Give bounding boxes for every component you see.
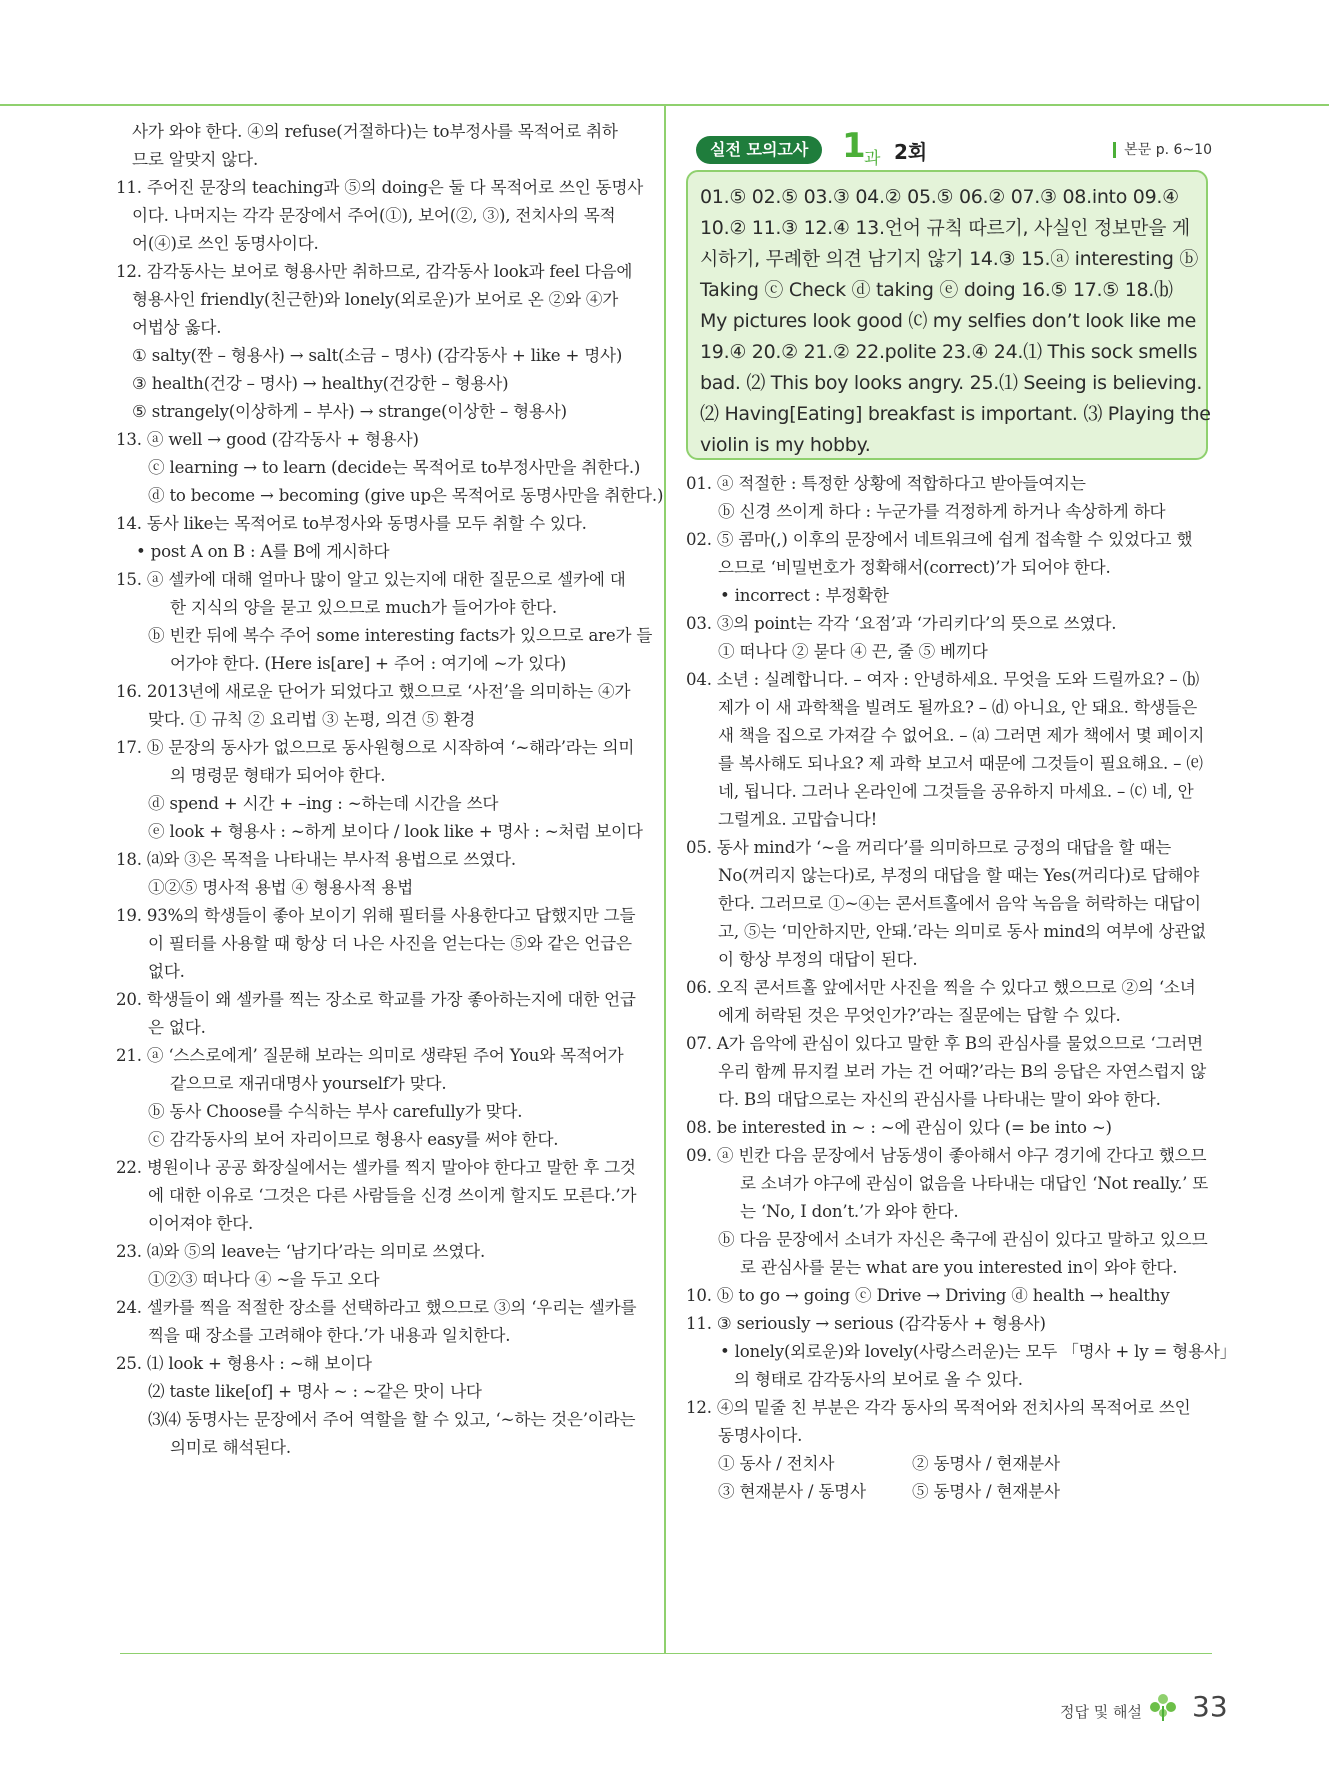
answer-key-line: Taking ⓒ Check ⓓ taking ⓔ doing 16.⑤ 17.⑤ 18.⒝ xyxy=(700,279,1173,301)
item-13: 13. ⓐ well → good (감각동사 + 형용사) xyxy=(116,430,419,449)
text-line: No(꺼리지 않는다)로, 부정의 대답을 할 때는 Yes(꺼리다)로 답해야 xyxy=(718,866,1200,885)
text-line: 찍을 때 장소를 고려해야 한다.’가 내용과 일치한다. xyxy=(148,1326,511,1345)
item-22: 22. 병원이나 공공 화장실에서는 셀카를 찍지 말아야 한다고 말한 후 그것 xyxy=(116,1158,636,1177)
answer-key-line: 19.④ 20.② 21.② 22.polite 23.④ 24.⑴ This sock smells xyxy=(700,341,1198,363)
text-line: 없다. xyxy=(148,962,185,981)
text-line: 이 필터를 사용할 때 항상 더 나은 사진을 얻는다는 ⑤와 같은 언급은 xyxy=(148,934,632,953)
item-14: 14. 동사 like는 목적어로 to부정사와 동명사를 모두 취할 수 있다. xyxy=(116,514,587,533)
test-number: 2회 xyxy=(894,140,928,164)
text-line: ⓑ 동사 Choose를 수식하는 부사 carefully가 맞다. xyxy=(148,1102,523,1121)
text-line: 고, ⑤는 ‘미안하지만, 안돼.’라는 의미로 동사 mind의 여부에 상관없 xyxy=(718,922,1206,941)
item-18: 18. ⒜와 ③은 목적을 나타내는 부사적 용법으로 쓰였다. xyxy=(116,850,516,869)
text-line: 의 명령문 형태가 되어야 한다. xyxy=(170,766,386,785)
item-02: 02. ⑤ 콤마(,) 이후의 문장에서 네트워크에 쉽게 접속할 수 있었다고 했 xyxy=(686,530,1193,549)
text-line: 어법상 옳다. xyxy=(132,318,222,337)
text-line: 그럴게요. 고맙습니다! xyxy=(718,810,878,829)
text-line: 맞다. ① 규칙 ② 요리법 ③ 논평, 의견 ⑤ 환경 xyxy=(148,710,476,729)
text-line: ⑤ strangely(이상하게 – 부사) → strange(이상한 – 형용사) xyxy=(132,402,567,421)
text-line: ⑶⑷ 동명사는 문장에서 주어 역할을 할 수 있고, ‘~하는 것은’이라는 xyxy=(148,1410,636,1429)
item-12: 12. 감각동사는 보어로 형용사만 취하므로, 감각동사 look과 feel 다음에 xyxy=(116,262,633,281)
item-07: 07. A가 음악에 관심이 있다고 말한 후 B의 관심사를 물었으므로 ‘그러면 xyxy=(686,1034,1203,1053)
text-line: • incorrect : 부정확한 xyxy=(720,586,889,605)
text-line: ⓒ 감각동사의 보어 자리이므로 형용사 easy를 써야 한다. xyxy=(148,1130,559,1149)
text-line: ⓒ learning → to learn (decide는 목적어로 to부정사만을 취한다.) xyxy=(148,458,641,477)
item-09: 09. ⓐ 빈칸 다음 문장에서 남동생이 좋아해서 야구 경기에 간다고 했으므 xyxy=(686,1146,1207,1165)
footer-label: 정답 및 해설 xyxy=(1060,1703,1142,1721)
answer-key-line: ⑵ Having[Eating] breakfast is important. ⑶ Playing the xyxy=(700,403,1211,425)
item-05: 05. 동사 mind가 ‘~을 꺼리다’를 의미하므로 긍정의 대답을 할 때는 xyxy=(686,838,1172,857)
text-line: ① 떠나다 ② 묻다 ④ 끈, 줄 ⑤ 베끼다 xyxy=(718,642,988,661)
text-line: 네, 됩니다. 그러나 온라인에 그것들을 공유하지 마세요. – ⒞ 네, 안 xyxy=(718,782,1194,801)
text-line: 형용사인 friendly(친근한)와 lonely(외로운)가 보어로 온 ②와 ④가 xyxy=(132,290,619,309)
text-line: ①②⑤ 명사적 용법 ④ 형용사적 용법 xyxy=(148,878,414,897)
answer-key-line: My pictures look good ⒞ my selfies don’t look like me xyxy=(700,310,1196,332)
text-line: 의 형태로 감각동사의 보어로 올 수 있다. xyxy=(734,1370,1023,1389)
unit-number: 1 xyxy=(842,126,866,166)
item-12: 12. ④의 밑줄 친 부분은 각각 동사의 목적어와 전치사의 목적어로 쓰인 xyxy=(686,1398,1191,1417)
text-line: 이 항상 부정의 대답이 된다. xyxy=(718,950,918,969)
item-19: 19. 93%의 학생들이 좋아 보이기 위해 필터를 사용한다고 답했지만 그들 xyxy=(116,906,636,925)
unit-suffix: 과 xyxy=(864,149,881,169)
bottom-rule xyxy=(120,1653,1212,1654)
option-pair: ② 동명사 / 현재분사 xyxy=(912,1454,1060,1473)
item-08: 08. be interested in ~ : ~에 관심이 있다 (= be into ~) xyxy=(686,1118,1112,1137)
text-line: 로 소녀가 야구에 관심이 없음을 나타내는 대답인 ‘Not really.’ 또 xyxy=(740,1174,1209,1193)
text-line: 은 없다. xyxy=(148,1018,206,1037)
text-line: ⓓ spend + 시간 + –ing : ~하는데 시간을 쓰다 xyxy=(148,794,499,813)
option-pair: ① 동사 / 전치사 xyxy=(718,1454,835,1473)
item-24: 24. 셀카를 찍을 적절한 장소를 선택하라고 했으므로 ③의 ‘우리는 셀카를 xyxy=(116,1298,637,1317)
text-line: • lonely(외로운)와 lovely(사랑스러운)는 모두 「명사 + ly = 형용사」 xyxy=(720,1342,1237,1361)
page-reference: 본문 p. 6~10 xyxy=(1113,142,1212,158)
item-17: 17. ⓑ 문장의 동사가 없으므로 동사원형으로 시작하여 ‘~해라’라는 의미 xyxy=(116,738,635,757)
item-11: 11. ③ seriously → serious (감각동사 + 형용사) xyxy=(686,1314,1046,1333)
text-line: 동명사이다. xyxy=(718,1426,803,1445)
text-line: ⓑ 빈칸 뒤에 복수 주어 some interesting facts가 있으므로 are가 들 xyxy=(148,626,653,645)
text-line: 로 관심사를 묻는 what are you interested in이 와야 한다. xyxy=(740,1258,1178,1277)
text-line: 같으므로 재귀대명사 yourself가 맞다. xyxy=(170,1074,447,1093)
item-16: 16. 2013년에 새로운 단어가 되었다고 했으므로 ‘사전’을 의미하는 ④가 xyxy=(116,682,631,701)
item-01: 01. ⓐ 적절한 : 특정한 상황에 적합하다고 받아들여지는 xyxy=(686,474,1086,493)
text-line: ⓑ 다음 문장에서 소녀가 자신은 축구에 관심이 있다고 말하고 있으므 xyxy=(718,1230,1208,1249)
text-line: 에게 허락된 것은 무엇인가?’라는 질문에는 답할 수 있다. xyxy=(718,1006,1121,1025)
answer-key-line: bad. ⑵ This boy looks angry. 25.⑴ Seeing is believing. xyxy=(700,372,1203,394)
text-line: ③ health(건강 – 명사) → healthy(건강한 – 형용사) xyxy=(132,374,509,393)
text-line: 으므로 ‘비밀번호가 정확해서(correct)’가 되어야 한다. xyxy=(718,558,1111,577)
text-line: 우리 함께 뮤지컬 보러 가는 건 어때?’라는 B의 응답은 자연스럽지 않 xyxy=(718,1062,1207,1081)
answer-key-box xyxy=(686,170,1211,460)
text-line: 다. B의 대답으로는 자신의 관심사를 나타내는 말이 와야 한다. xyxy=(718,1090,1161,1109)
text-line: 새 책을 집으로 가져갈 수 없어요. – ⒜ 그러면 제가 책에서 몇 페이지 xyxy=(718,726,1205,745)
text-line: ⓓ to become → becoming (give up은 목적어로 동명사만을 취한다.) xyxy=(148,486,664,505)
item-23: 23. ⒜와 ⑤의 leave는 ‘남기다’라는 의미로 쓰였다. xyxy=(116,1242,486,1261)
answer-key-line: 시하기, 무례한 의견 남기지 않기 14.③ 15.ⓐ interesting ⓑ xyxy=(700,248,1199,270)
column-divider xyxy=(664,104,666,1654)
text-line: 는 ‘No, I don’t.’가 와야 한다. xyxy=(740,1202,959,1221)
text-line: ① salty(짠 – 형용사) → salt(소금 – 명사) (감각동사 + like + 명사) xyxy=(132,346,623,365)
item-21: 21. ⓐ ‘스스로에게’ 질문해 보라는 의미로 생략된 주어 You와 목적어가 xyxy=(116,1046,624,1065)
text-line: ⓔ look + 형용사 : ~하게 보이다 / look like + 명사 : ~처럼 보이다 xyxy=(148,822,643,841)
item-03: 03. ③의 point는 각각 ‘요점’과 ‘가리키다’의 뜻으로 쓰였다. xyxy=(686,614,1117,633)
item-25: 25. ⑴ look + 형용사 : ~해 보이다 xyxy=(116,1354,372,1373)
text-line: 이다. 나머지는 각각 문장에서 주어(①), 보어(②, ③), 전치사의 목적 xyxy=(132,206,616,225)
text-line: 므로 알맞지 않다. xyxy=(132,150,259,169)
page-number: 33 xyxy=(1192,1690,1228,1723)
text-line: ①②③ 떠나다 ④ ~을 두고 오다 xyxy=(148,1270,380,1289)
text-line: 를 복사해도 되나요? 제 과학 보고서 때문에 그것들이 필요해요. – ⒠ xyxy=(718,754,1203,773)
text-line: ⑵ taste like[of] + 명사 ~ : ~같은 맛이 나다 xyxy=(148,1382,482,1401)
section-header xyxy=(686,126,1212,170)
option-pair: ③ 현재분사 / 동명사 xyxy=(718,1482,866,1501)
item-15: 15. ⓐ 셀카에 대해 얼마나 많이 알고 있는지에 대한 질문으로 셀카에 대 xyxy=(116,570,626,589)
text-line: • post A on B : A를 B에 게시하다 xyxy=(136,542,390,561)
text-line: 한 지식의 양을 묻고 있으므로 much가 들어가야 한다. xyxy=(170,598,557,617)
text-line: 한다. 그러므로 ①~④는 콘서트홀에서 음악 녹음을 허락하는 대답이 xyxy=(718,894,1201,913)
leaf-icon xyxy=(1148,1692,1178,1722)
text-line: 어가야 한다. (Here is[are] + 주어 : 여기에 ~가 있다) xyxy=(170,654,567,673)
text-line: 의미로 해석된다. xyxy=(170,1438,291,1457)
item-10: 10. ⓑ to go → going ⓒ Drive → Driving ⓓ health → healthy xyxy=(686,1286,1170,1305)
answer-key-line: 10.② 11.③ 12.④ 13.언어 규칙 따르기, 사실인 정보만을 게 xyxy=(700,217,1190,239)
answer-key-line: 01.⑤ 02.⑤ 03.③ 04.② 05.⑤ 06.② 07.③ 08.into 09.④ xyxy=(700,186,1179,208)
item-06: 06. 오직 콘서트홀 앞에서만 사진을 찍을 수 있다고 했으므로 ②의 ‘소녀 xyxy=(686,978,1196,997)
text-line: ⓑ 신경 쓰이게 하다 : 누군가를 걱정하게 하거나 속상하게 하다 xyxy=(718,502,1166,521)
answer-key-line: violin is my hobby. xyxy=(700,434,871,456)
text-line: 이어져야 한다. xyxy=(148,1214,254,1233)
item-20: 20. 학생들이 왜 셀카를 찍는 장소로 학교를 가장 좋아하는지에 대한 언급 xyxy=(116,990,636,1009)
item-11: 11. 주어진 문장의 teaching과 ⑤의 doing은 둘 다 목적어로 쓰인 동명사 xyxy=(116,178,644,197)
section-badge: 실전 모의고사 xyxy=(696,136,822,164)
text-line: 사가 와야 한다. ④의 refuse(거절하다)는 to부정사를 목적어로 취하 xyxy=(132,122,618,141)
text-line: 어(④)로 쓰인 동명사이다. xyxy=(132,234,319,253)
text-line: 제가 이 새 과학책을 빌려도 될까요? – ⒟ 아니요, 안 돼요. 학생들은 xyxy=(718,698,1198,717)
text-line: 에 대한 이유로 ‘그것은 다른 사람들을 신경 쓰이게 할지도 모른다.’가 xyxy=(148,1186,637,1205)
item-04: 04. 소년 : 실례합니다. – 여자 : 안녕하세요. 무엇을 도와 드릴까요? – ⒝ xyxy=(686,670,1199,689)
option-pair: ⑤ 동명사 / 현재분사 xyxy=(912,1482,1060,1501)
